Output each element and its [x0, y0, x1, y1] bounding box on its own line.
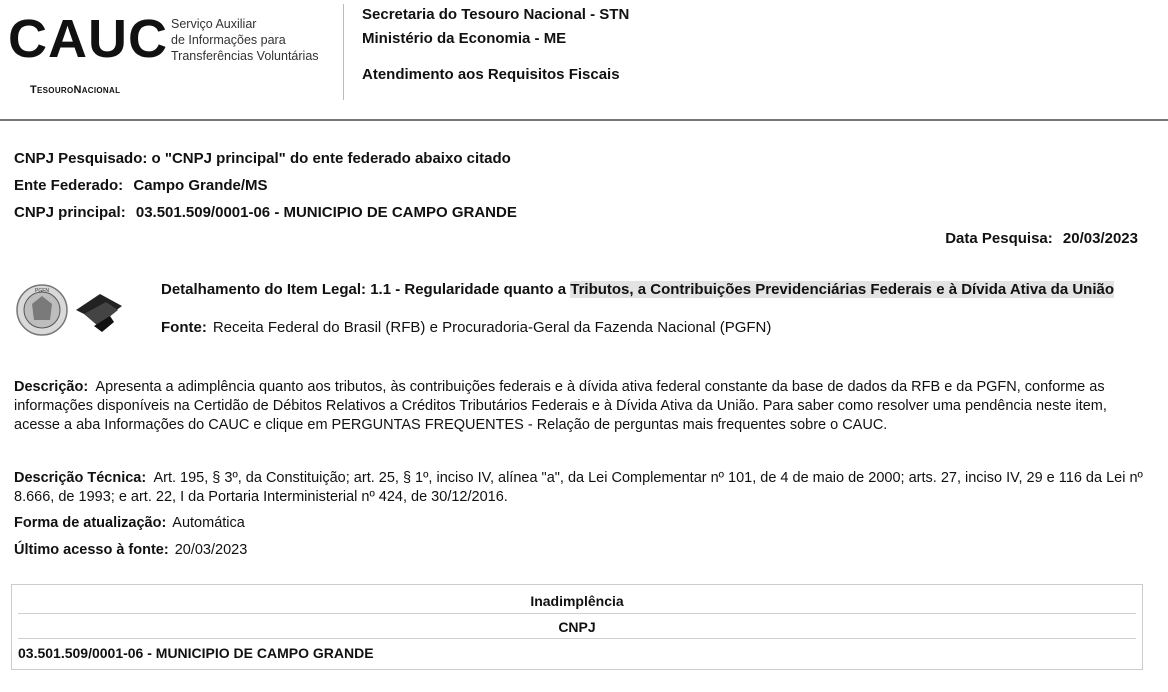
cauc-logo	[8, 6, 338, 102]
cnpj-principal-row	[14, 204, 517, 221]
ultimo-acesso-label: Último acesso à fonte:	[14, 542, 169, 558]
logo-subtitle-line: Serviço Auxiliar	[171, 17, 257, 31]
cnpj-principal-value: 03.501.509/0001-06 - MUNICIPIO DE CAMPO GRANDE	[135, 204, 517, 221]
header-line-me: Ministério da Economia - ME	[362, 30, 567, 47]
logo-org: TesouroNacional	[30, 84, 121, 96]
forma-atualizacao-row	[14, 515, 245, 531]
header-line-stn: Secretaria do Tesouro Nacional - STN	[362, 6, 630, 23]
source-icons	[14, 280, 139, 340]
header-line-requisitos: Atendimento aos Requisitos Fiscais	[362, 66, 620, 83]
header-divider	[343, 4, 344, 100]
svg-text:PGFN: PGFN	[35, 288, 49, 294]
receita-federal-icon	[76, 294, 122, 332]
logo-subtitle-line: Transferências Voluntárias	[171, 49, 319, 63]
ultimo-acesso-row	[14, 542, 247, 558]
descricao-tecnica-text: Art. 195, § 3º, da Constituição; art. 25, § 1º, inciso IV, alínea "a", da Lei Complementar nº 101, de 4 de maio de 2000; arts. 27, inciso IV, 29 e 116 da Lei nº 8.666, de 1993; e art. 22, I da Portaria Interministerial nº 424, de 30/12/2016.	[14, 470, 1143, 505]
data-pesquisa-value: 20/03/2023	[1062, 230, 1138, 247]
data-pesquisa-row	[945, 230, 1138, 247]
fonte-value: Receita Federal do Brasil (RFB) e Procuradoria-Geral da Fazenda Nacional (PGFN)	[212, 319, 772, 336]
fonte-label: Fonte:	[161, 319, 207, 336]
descricao-label: Descrição:	[14, 379, 89, 395]
cnpj-principal-label: CNPJ principal:	[14, 204, 126, 221]
table-divider	[18, 613, 1136, 614]
forma-atualizacao-label: Forma de atualização:	[14, 515, 167, 531]
inadimplencia-table	[11, 584, 1143, 670]
descricao-text: Apresenta a adimplência quanto aos tributos, às contribuições federais e à dívida ativa federal constante da base de dados da RFB e da PGFN, conforme as informações disponíveis na Certidão de Débitos Relativos a Créditos Tributários Federais e à Dívida Ativa da União. Para saber como resolver uma pendência neste item, acesse a aba Informações do CAUC e clique em PERGUNTAS FREQUENTES - Relação de perguntas mais frequentes sobre o CAUC.	[14, 379, 1107, 433]
table-title: Inadimplência	[530, 593, 624, 609]
cnpj-pesquisado: CNPJ Pesquisado: o "CNPJ principal" do ente federado abaixo citado	[14, 150, 511, 167]
descricao-tecnica-label: Descrição Técnica:	[14, 470, 147, 486]
detalhamento-highlight: Tributos, a Contribuições Previdenciárias Federais e à Dívida Ativa da União	[570, 281, 1115, 298]
table-column-header: CNPJ	[558, 619, 596, 635]
descricao-block	[14, 378, 1144, 435]
ente-federado-label: Ente Federado:	[14, 177, 124, 194]
descricao-tecnica-block	[14, 469, 1144, 507]
logo-subtitle-line: de Informações para	[171, 33, 286, 47]
ultimo-acesso-value: 20/03/2023	[174, 542, 248, 558]
detalhamento-title	[161, 281, 1114, 298]
forma-atualizacao-value: Automática	[172, 515, 245, 531]
header-rule	[0, 119, 1168, 121]
pgfn-seal-icon	[14, 280, 139, 340]
data-pesquisa-label: Data Pesquisa:	[945, 230, 1053, 247]
logo-subtitle	[171, 16, 319, 64]
table-divider	[18, 638, 1136, 639]
logo-text: CAUC	[8, 9, 168, 69]
detalhamento-prefix: Detalhamento do Item Legal: 1.1 - Regularidade quanto a	[161, 281, 571, 298]
ente-federado-row	[14, 177, 268, 194]
fonte-row	[161, 319, 771, 336]
ente-federado-value: Campo Grande/MS	[133, 177, 268, 194]
table-row: 03.501.509/0001-06 - MUNICIPIO DE CAMPO GRANDE	[18, 645, 374, 661]
page-header	[0, 0, 1168, 120]
